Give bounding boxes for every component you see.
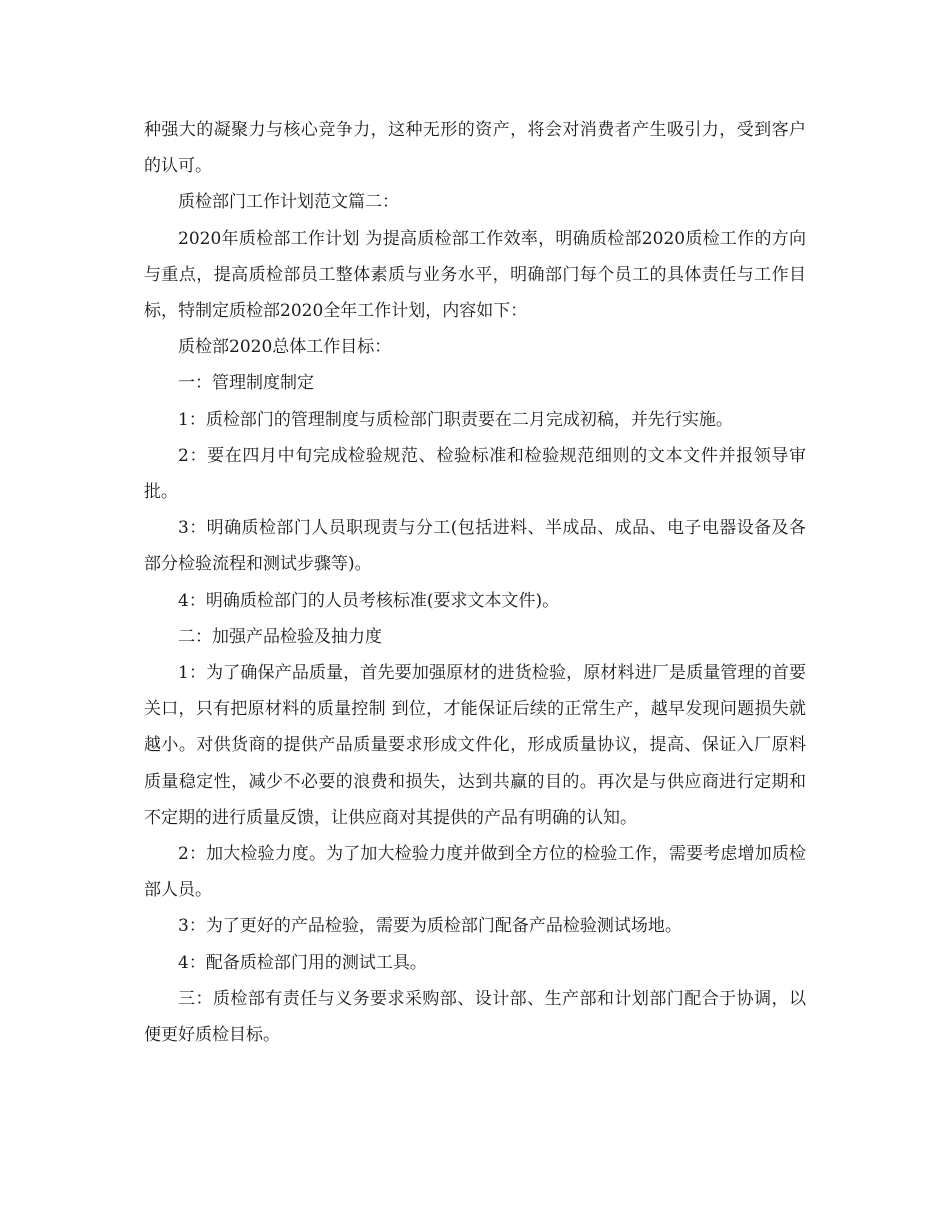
- section-heading: 质检部2020总体工作目标：: [178, 337, 392, 358]
- list-item: 3：为了更好的产品检验，需要为质检部门配备产品检验测试场地。: [178, 916, 682, 937]
- section-title: 质检部门工作计划范文篇二：: [178, 192, 399, 213]
- list-item: 4：配备质检部门用的测试工具。: [178, 952, 427, 973]
- list-item: 1：质检部门的管理制度与质检部门职责要在二月完成初稿，并先行实施。: [178, 409, 733, 430]
- document-body: [144, 112, 806, 1053]
- list-item: 4：明确质检部门的人员考核标准(要求文本文件)。: [178, 590, 560, 611]
- section-heading: 三：质检部有责任与义务要求采购部、设计部、生产部和计划部门配合于协调，以便更好质检目标。: [144, 988, 806, 1046]
- list-item: 3：明确质检部门人员职现责与分工(包括进料、半成品、成品、电子电器设备及各部分检验流程和测试步骤等)。: [144, 518, 806, 575]
- list-item: 2：加大检验力度。为了加大检验力度并做到全方位的检验工作，需要考虑增加质检部人员。: [144, 844, 806, 901]
- paragraph: 2020年质检部工作计划 为提高质检部工作效率，明确质检部2020质检工作的方向与重点，提高质检部员工整体素质与业务水平，明确部门每个员工的具体责任与工作目标，特制定质检部2020全年工作计划，内容如下：: [144, 228, 806, 322]
- section-heading: 二：加强产品检验及抽力度: [178, 626, 382, 647]
- list-item: 2：要在四月中旬完成检验规范、检验标准和检验规范细则的文本文件并报领导审批。: [144, 445, 806, 503]
- paragraph: 种强大的凝聚力与核心竞争力，这种无形的资产，将会对消费者产生吸引力，受到客户的认可。: [144, 120, 806, 177]
- section-heading: 一：管理制度制定: [178, 373, 314, 394]
- list-item: 1：为了确保产品质量，首先要加强原材的进货检验，原材料进厂是质量管理的首要关口，只有把原材料的质量控制 到位，才能保证后续的正常生产，越早发现问题损失就越小。对供货商的提供产品质量要求形成文件化，形成质量协议，提高、保证入厂原料质量稳定性，减少不必要的浪费和损失，达到共赢的目的。再次是与供应商进行定期和不定期的进行质量反馈，让供应商对其提供的产品有明确的认知。: [144, 663, 806, 828]
